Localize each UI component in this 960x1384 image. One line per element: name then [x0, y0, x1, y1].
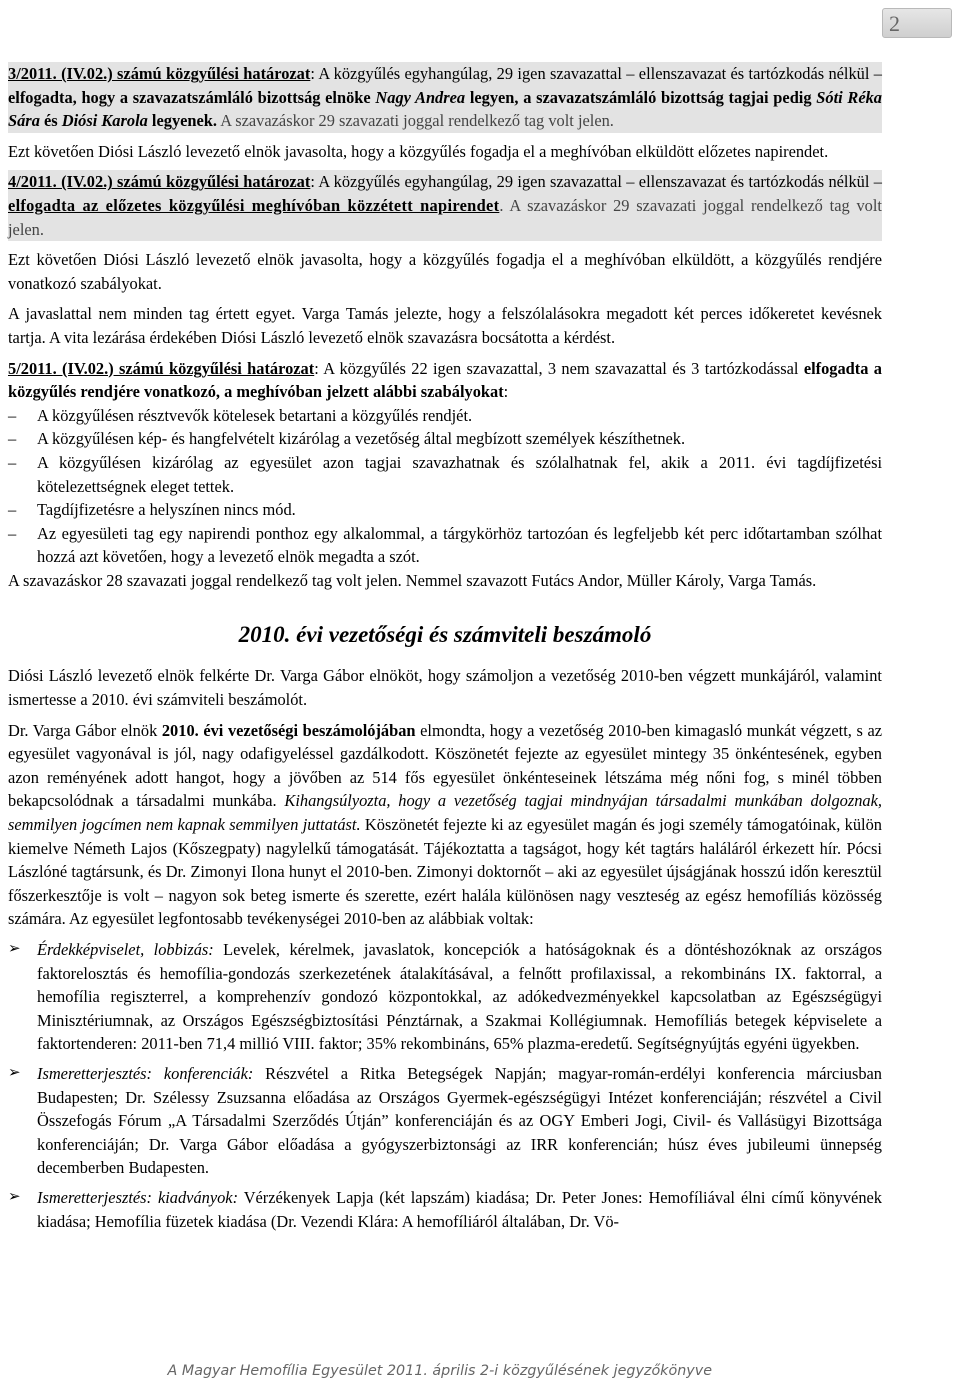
- list-item: [8, 522, 882, 569]
- resolution-3-name-1: Nagy Andrea: [375, 87, 466, 107]
- page-number-badge: 2: [882, 8, 952, 38]
- resolution-4-text-2: . A szavazáskor 29 szavazati joggal rendelkező tag volt jelen.: [8, 195, 882, 239]
- resolution-4-ref: 4/2011. (IV.02.) számú közgyűlési határozat: [8, 172, 311, 192]
- resolution-3-name-2: Sóti Réka Sára: [8, 87, 882, 131]
- resolution-4: [8, 170, 882, 241]
- arrow-bullet-icon: ➢: [8, 941, 21, 957]
- rule-text: A közgyűlésen kép- és hangfelvételt kizárólag a vezetőség által megbízott személyek készíthetnek.: [37, 429, 686, 449]
- dash-bullet-icon: –: [8, 500, 17, 520]
- rules-list: [8, 404, 882, 569]
- rule-text: A közgyűlésen kizárólag az egyesület azon tagjai szavazhatnak és szólalhatnak fel, akik a 2011. évi tagdíjfizetési kötelezettségnek eleget tettek.: [37, 452, 882, 496]
- resolution-3-bold-2: legyen, a szavazatszámláló bizottság tagjai pedig: [465, 87, 817, 107]
- rule-text: Tagdíjfizetésre a helyszínen nincs mód.: [37, 500, 296, 520]
- rule-text: A közgyűlésen résztvevők kötelesek betartani a közgyűlés rendjét.: [37, 405, 473, 425]
- rule-text: Az egyesületi tag egy napirendi ponthoz egy alkalommal, a tárgykörhöz tartozóan és legfeljebb két perc időtartamban szólhat hozzá azt követően, hogy a levezető elnök megadta a szót.: [37, 523, 882, 567]
- dash-bullet-icon: –: [8, 429, 17, 449]
- arrow-bullet-icon: ➢: [8, 1188, 21, 1205]
- list-item: [8, 404, 882, 428]
- list-item: [8, 498, 882, 522]
- resolution-4-bold-1: elfogadta az előzetes közgyűlési meghívóban közzétett napirendet: [8, 195, 500, 215]
- resolution-3-ref: 3/2011. (IV.02.) számú közgyűlési határozat: [8, 64, 311, 83]
- dash-bullet-icon: –: [8, 452, 17, 472]
- activities-list: [8, 938, 882, 1233]
- list-item: [8, 427, 882, 451]
- list-item: [8, 451, 882, 498]
- paragraph-request: Diósi László levezető elnök felkérte Dr. Varga Gábor elnököt, hogy számoljon a vezetőség 2010-ben végzett munkájáról, valamint ismertesse a 2010. évi számviteli beszámolót.: [8, 666, 882, 710]
- resolution-5: [8, 357, 882, 404]
- resolution-5-text-1: : A közgyűlés 22 igen szavazattal, 3 nem szavazattal és 3 tartózkodással: [314, 358, 804, 378]
- report-text-3: Köszönetét fejezte ki az egyesület magán és jogi személy támogatóinak, külön kiemelve Németh Lajos (Kőszegpaty) nagylelkű támogatását. Tájékoztatta a tagságot, hogy két tagtárs haláláról érkezett hír. Pócsi Lászlóné tagtársunk, és Dr. Zimonyi Ilona hunyt el 2010-ben. Zimonyi doktornőt – aki az egyesület újságjának hosszú időn keresztül főszerkesztője is volt – nagyon sok beteg ismerte és szerette, ezért halála különösen nagy veszteség az egész hemofíliás közösség számára. Az egyesület legfontosabb tevékenységei 2010-ben az alábbiak voltak:: [8, 815, 883, 929]
- resolution-5-ref: 5/2011. (IV.02.) számú közgyűlési határozat: [8, 358, 315, 378]
- activity-label: Ismeretterjesztés: konferenciák:: [37, 1063, 254, 1083]
- list-item: [8, 938, 882, 1056]
- resolution-3-text-1: : A közgyűlés egyhangúlag, 29 igen szavazattal – ellenszavazat és tartózkodás nélkül –: [310, 64, 882, 83]
- activity-text: Részvétel a Ritka Betegségek Napján; magyar-román-erdélyi konferencia márciusban Budapesten; Dr. Szélessy Zsuzsanna előadása az Országos Gyermek-egészségügyi Intézet konferenciáján; részvétel a Civil Összefogás Fórum „A Társadalmi Szerződés Útján” konferenciáján és az OGY Emberi Jogi, Civil- és Vallásügyi Bizottsága konferenciáján; Dr. Varga Gábor előadása a gyógyszerbiztonsági az IRR konferencián; húsz éves jubileumi ünnepség decemberben Budapesten.: [37, 1063, 882, 1178]
- list-item: [8, 1062, 882, 1180]
- list-item: [8, 1186, 882, 1233]
- section-title: 2010. évi vezetőségi és számviteli beszámoló: [238, 622, 652, 648]
- report-bold-1: 2010. évi vezetőségi beszámolójában: [161, 720, 416, 740]
- paragraph-vote-5: A szavazáskor 28 szavazati joggal rendelkező tag volt jelen. Nemmel szavazott Futács Andor, Müller Károly, Varga Tamás.: [8, 570, 817, 590]
- resolution-3-text-2: A szavazáskor 29 szavazati joggal rendelkező tag volt jelen.: [217, 111, 614, 131]
- report-text-1: Dr. Varga Gábor elnök: [8, 720, 162, 740]
- resolution-3-bold-4: legyenek.: [147, 111, 218, 131]
- report-text-2: elmondta, hogy a vezetőség 2010-ben kimagasló munkát végzett, s az egyesület vagyonával is jól, nagy odafigyeléssel gazdálkodott. Köszönetét fejezte az egyesület mintegy 35 önkéntesének, egyben azon reményének adott hangot, hogy a jövőben az 514 fős egyesület önkénteseinek létszáma még nőni fog, s minél többen bekapcsolódnak a társadalmi munkába.: [8, 720, 882, 811]
- dash-bullet-icon: –: [8, 405, 17, 425]
- paragraph-debate: A javaslattal nem minden tag értett egyet. Varga Tamás jelezte, hogy a felszólalásokra megadott két perces időkeretet kevésnek tartja. A vita lezárása érdekében Diósi László levezető elnök szavazásra bocsátotta a kérdést.: [8, 304, 882, 347]
- paragraph-after-3: Ezt követően Diósi László levezető elnök javasolta, hogy a közgyűlés fogadja el a meghívóban elküldött előzetes napirendet.: [8, 141, 829, 161]
- activity-text: Vérzékenyek Lapja (két lapszám) kiadása; Dr. Peter Jones: Hemofíliával élni című könyvének kiadása; Hemofília füzetek kiadása (Dr. Vezendi Klára: A hemofíliáról általában, Dr. Vö-: [37, 1187, 882, 1231]
- resolution-5-text-2: :: [503, 382, 509, 402]
- arrow-bullet-icon: ➢: [8, 1064, 21, 1081]
- resolution-3: [8, 62, 882, 133]
- resolution-3-bold-1: elfogadta, hogy a szavazatszámláló bizottság elnöke: [8, 87, 376, 107]
- paragraph-after-4: Ezt követően Diósi László levezető elnök javasolta, hogy a közgyűlés fogadja el a meghívóban elküldött, a közgyűlés rendjére vonatkozó szabályokat.: [8, 250, 882, 293]
- resolution-3-bold-3: és: [39, 111, 62, 131]
- report-italic-1: Kihangsúlyozta, hogy a vezetőség tagjai mindnyájan társadalmi munkában dolgoznak, semmilyen jogcímen nem kapnak semmilyen juttatást.: [8, 791, 882, 835]
- resolution-5-bold-1: elfogadta a közgyűlés rendjére vonatkozó, a meghívóban jelzett alábbi szabályokat: [8, 358, 882, 402]
- resolution-4-text-1: : A közgyűlés egyhangúlag, 29 igen szavazattal – ellenszavazat és tartózkodás nélkül –: [310, 172, 882, 192]
- document-body: [8, 62, 882, 1239]
- paragraph-report: [8, 719, 882, 931]
- dash-bullet-icon: –: [8, 523, 17, 543]
- activity-label: Érdekképviselet, lobbizás:: [37, 940, 214, 959]
- activity-label: Ismeretterjesztés: kiadványok:: [37, 1187, 239, 1207]
- activity-text: Levelek, kérelmek, javaslatok, koncepciók a hatóságoknak és a döntéshozóknak az országos faktorelosztás és hemofília-gondozás szerkezetének átalakításával, a felnőtt profilaxissal, a rekombináns IX. faktorral, a hemofília regiszterrel, a komprehenzív gondozó központokkal, az adókedvezményekkel kapcsolatban az Egészségügyi Minisztériumnak, az Országos Egészségbiztosítási Pénztárnak, a Szakmai Kollégiumnak. Hemofíliás betegek képviselete a faktortenderen: 2011-ben 71,4 millió VIII. faktor; 35% rekombináns, 65% plazma-eredetű. Segítségnyújtás egyéni ügyekben.: [37, 940, 883, 1054]
- page-footer: A Magyar Hemofília Egyesület 2011. április 2-i közgyűlésének jegyzőkönyve: [167, 1363, 712, 1379]
- resolution-3-name-3: Diósi Karola: [61, 111, 148, 131]
